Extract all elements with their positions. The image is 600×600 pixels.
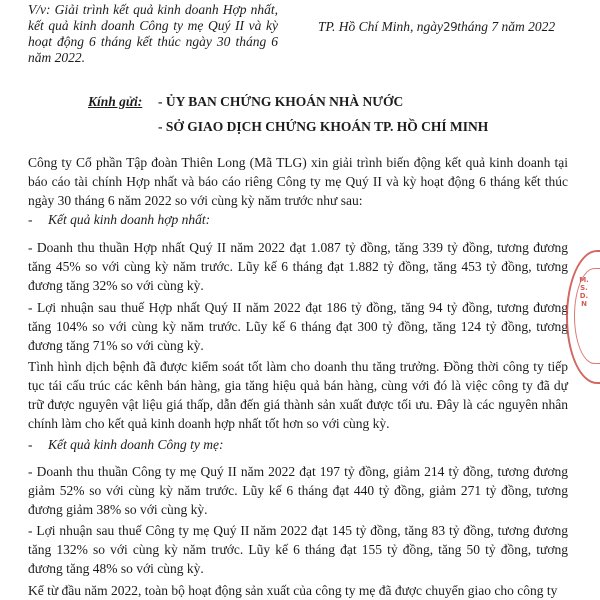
parent-partial-paragraph: Kể từ đầu năm 2022, toàn bộ hoạt động sản xuất của công ty mẹ đã được chuyển giao cho công ty <box>28 583 558 598</box>
consolidated-revenue-paragraph: - Doanh thu thuần Hợp nhất Quý II năm 2022 đạt 1.087 tỷ đồng, tăng 339 tỷ đồng, tương đương tăng 45% so với cùng kỳ năm trước. Lũy kế 6 tháng đạt 1.882 tỷ đồng, tăng 453 tỷ đồng, tương đương tăng 32% so với cùng kỳ. <box>28 240 568 293</box>
date-prefix: TP. Hồ Chí Minh, ngày <box>318 19 444 34</box>
bullet-icon: - <box>28 437 33 452</box>
parent-profit-paragraph: - Lợi nhuận sau thuế Công ty mẹ Quý II năm 2022 đạt 145 tỷ đồng, tăng 83 tỷ đồng, tương đương tăng 132% so với cùng kỳ năm trước. Lũy kế 6 tháng đạt 155 tỷ đồng, tăng 50 tỷ đồng, tương đương tăng 48% so với cùng kỳ. <box>28 523 568 576</box>
company-seal-text: M.S.D.N <box>579 276 589 308</box>
subject-line: V/v: Giải trình kết quả kinh doanh Hợp nhất, kết quả kinh doanh Công ty mẹ Quý II và kỳ hoạt động 6 tháng kết thúc ngày 30 tháng 6 năm 2022. <box>28 2 278 65</box>
section-heading-parent: - Kết quả kinh doanh Công ty mẹ: <box>28 437 224 452</box>
recipient-row <box>88 114 488 139</box>
section-heading-consolidated: - Kết quả kinh doanh hợp nhất: <box>28 212 211 227</box>
bullet-icon: - <box>28 212 33 227</box>
recipient-row <box>88 89 488 114</box>
recipients-block <box>88 89 488 139</box>
date-suffix: tháng 7 năm 2022 <box>457 19 556 34</box>
document-date <box>318 19 555 35</box>
intro-paragraph: Công ty Cổ phần Tập đoàn Thiên Long (Mã TLG) xin giải trình biến động kết quả kinh doanh tại báo cáo tài chính Hợp nhất và báo cáo riêng Công ty mẹ Quý II và kỳ hoạt động 6 tháng kết thúc ngày 30 tháng 6 năm 2022 so với cùng kỳ năm trước như sau: <box>28 155 568 208</box>
recipients-label: Kính gửi: <box>88 93 143 109</box>
recipient-hose: - SỞ GIAO DỊCH CHỨNG KHOÁN TP. HỒ CHÍ MINH <box>158 118 489 134</box>
date-day-handwritten: 29 <box>443 20 458 34</box>
consolidated-explanation-paragraph: Tình hình dịch bệnh đã được kiểm soát tốt làm cho doanh thu tăng trưởng. Đồng thời công ty tiếp tục tái cấu trúc các kênh bán hàng, gia tăng hiệu quả bán hàng, cùng với đó là việc công ty đã dự trữ được nguyên vật liệu giá thấp, dẫn đến giá thành sản xuất được tối ưu. Đây là các nguyên nhân chính làm cho kết quả kinh doanh hợp nhất tốt hơn so với cùng kỳ. <box>28 359 568 431</box>
consolidated-profit-paragraph: - Lợi nhuận sau thuế Hợp nhất Quý II năm 2022 đạt 186 tỷ đồng, tăng 94 tỷ đồng, tương đương tăng 104% so với cùng kỳ năm trước. Lũy kế 6 tháng đạt 300 tỷ đồng, tăng 124 tỷ đồng, tương đương tăng 71% so với cùng kỳ. <box>28 300 568 353</box>
parent-revenue-paragraph: - Doanh thu thuần Công ty mẹ Quý II năm 2022 đạt 197 tỷ đồng, giảm 214 tỷ đồng, tương đương giảm 52% so với cùng kỳ năm trước. Lũy kế 6 tháng đạt 440 tỷ đồng, giảm 271 tỷ đồng, tương đương giảm 38% so với cùng kỳ. <box>28 464 568 517</box>
recipient-ssc: - ỦY BAN CHỨNG KHOÁN NHÀ NƯỚC <box>158 93 404 109</box>
